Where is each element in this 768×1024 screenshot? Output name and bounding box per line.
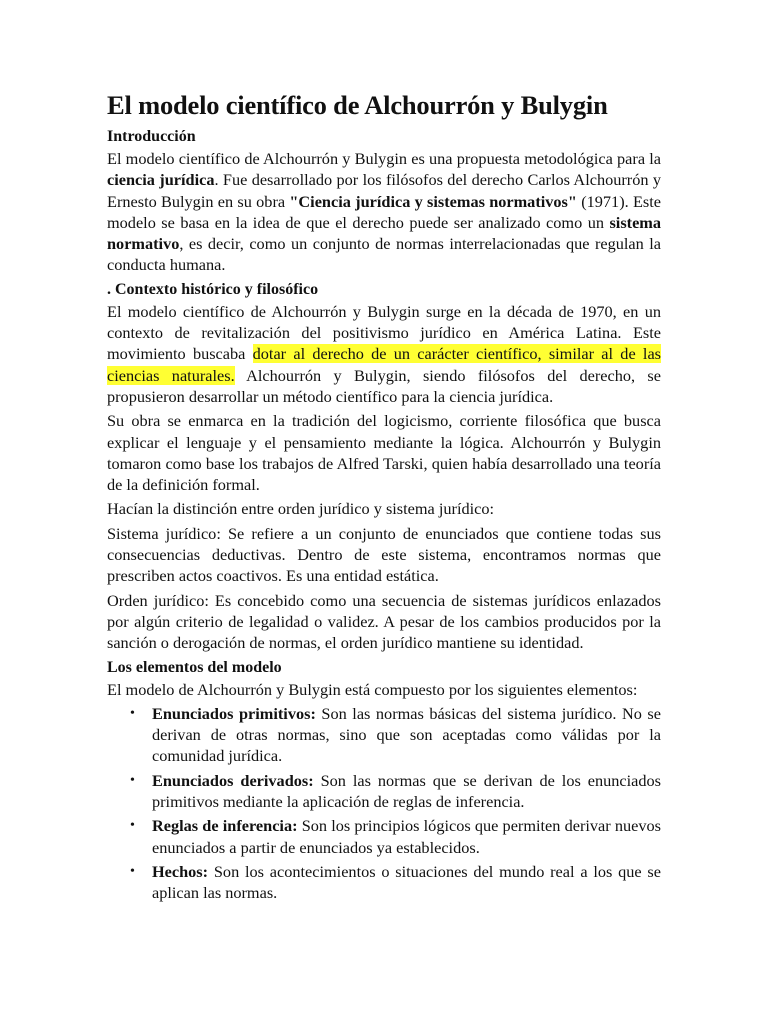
context-paragraph-1 [107,301,661,407]
context-text-1: El modelo científico de Alchourrón y Bulygin surge en la década de 1970, en un contexto de revitalización del positivismo jurídico en América Latina. Este movimiento buscaba [107,301,661,364]
context-text-2: Alchourrón y Bulygin, siendo filósofos del derecho, se propusieron desarrollar un método científico para la ciencia jurídica. [107,365,661,406]
list-item [130,861,661,904]
list-item-text: Son las normas básicas del sistema jurídico. No se derivan de otras normas, sino que son aceptadas como válidas por la comunidad jurídica. [152,703,661,766]
context-paragraph-sistema: Sistema jurídico: Se refiere a un conjunto de enunciados que contiene todas sus consecuencias deductivas. Dentro de este sistema, encontramos normas que prescriben actos coactivos. Es una entidad estática. [107,523,661,586]
bullet-icon: • [130,772,135,788]
list-item-term: Reglas de inferencia: [152,816,298,836]
context-paragraph-orden: Orden jurídico: Es concebido como una secuencia de sistemas jurídicos enlazados por algún criterio de legalidad o validez. A pesar de los cambios producidos por la sanción o derogación de normas, el orden jurídico mantiene su identidad. [107,590,661,653]
intro-text-4: , es decir, como un conjunto de normas interrelacionadas que regulan la conducta humana. [107,234,661,275]
list-item-term: Hechos: [152,861,209,881]
list-item-term: Enunciados derivados: [152,770,314,790]
intro-text-3: (1971). Este modelo se basa en la idea de que el derecho puede ser analizado como un [107,191,662,232]
section-heading-contexto: . Contexto histórico y filosófico [107,280,319,298]
intro-text-1: El modelo científico de Alchourrón y Bulygin es una propuesta metodológica para la [107,149,661,168]
highlighted-text: dotar al derecho de un carácter científico, similar al de las ciencias naturales. [107,344,662,385]
intro-bold-sistema-normativo: sistema normativo [107,212,661,254]
intro-text-2: . Fue desarrollado por los filósofos del derecho Carlos Alchourrón y Ernesto Bulygin en su obra [107,170,661,211]
context-paragraph-3: Hacían la distinción entre orden jurídico y sistema jurídico: [107,499,495,519]
intro-bold-book-title: "Ciencia jurídica y sistemas normativos" [289,191,577,211]
list-item-text: Son los principios lógicos que permiten derivar nuevos enunciados a partir de enunciados ya establecidos. [152,816,661,857]
list-item-text: Son los acontecimientos o situaciones del mundo real a los que se aplican las normas. [152,861,661,903]
bullet-icon: • [130,705,135,721]
list-item [130,770,661,813]
bullet-icon: • [130,863,135,879]
document-title: El modelo científico de Alchourrón y Bulygin [107,90,608,120]
list-item [130,703,661,767]
elements-list [107,703,661,904]
elements-intro-paragraph: El modelo de Alchourrón y Bulygin está compuesto por los siguientes elementos: [107,679,638,699]
intro-bold-ciencia-juridica: ciencia jurídica [107,170,215,190]
list-item-text: Son las normas que se derivan de los enunciados primitivos mediante la aplicación de reglas de inferencia. [152,770,661,812]
section-heading-elementos: Los elementos del modelo [107,658,282,676]
section-heading-introduccion: Introducción [107,128,196,145]
bullet-icon: • [130,818,135,834]
list-item [130,815,661,858]
intro-paragraph [107,148,661,276]
context-paragraph-2: Su obra se enmarca en la tradición del logicismo, corriente filosófica que busca explicar el lenguaje y el pensamiento mediante la lógica. Alchourrón y Bulygin tomaron como base los trabajos de Alfred Tarski, quien había desarrollado una teoría de la definición formal. [107,411,661,495]
list-item-term: Enunciados primitivos: [152,703,316,723]
